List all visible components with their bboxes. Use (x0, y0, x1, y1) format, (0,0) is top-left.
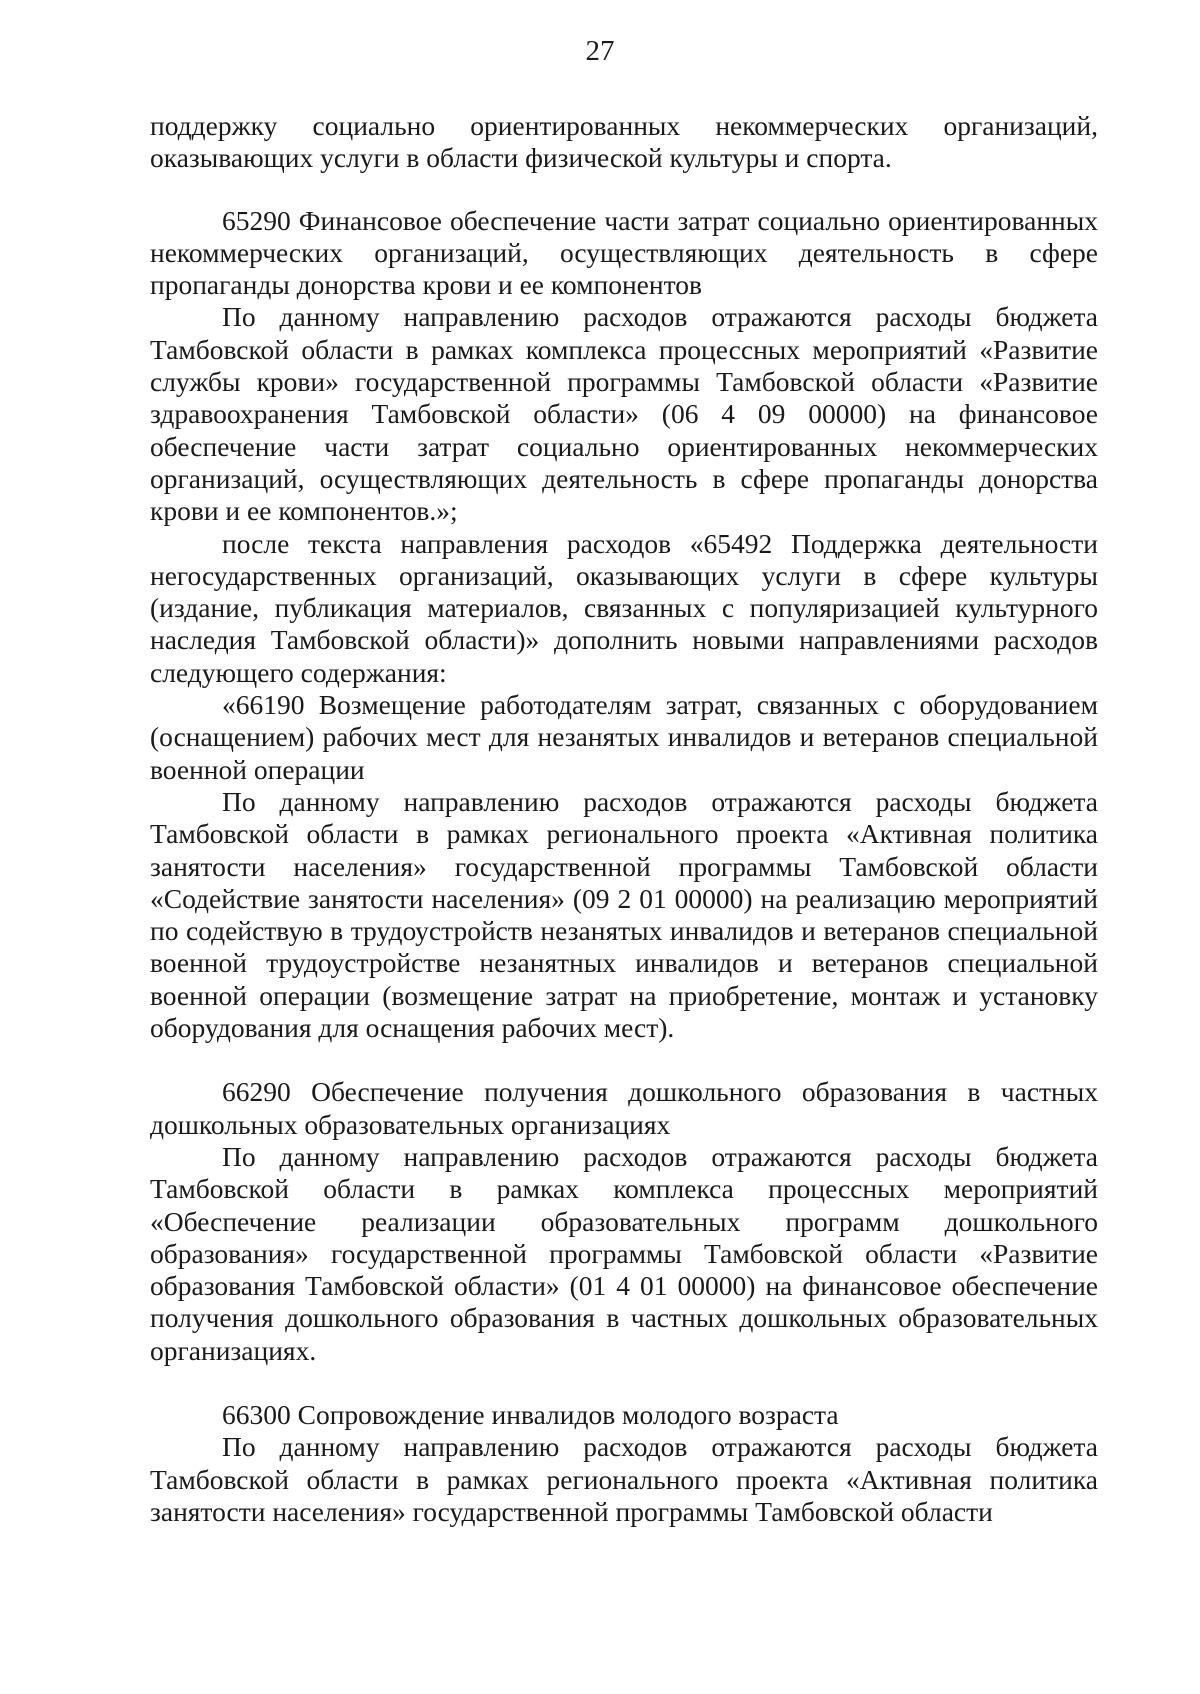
section-heading-65290: 65290 Финансовое обеспечение части затрат социально ориентированных некоммерческих организаций, осуществляющих деятельность в сфере пропаганды донорства крови и ее компонентов (150, 204, 1098, 301)
document-body (150, 110, 1098, 1528)
paragraph-continuation: поддержку социально ориентированных некоммерческих организаций, оказывающих услуги в области физической культуры и спорта. (150, 110, 1098, 174)
section-heading-66190: «66190 Возмещение работодателям затрат, связанных с оборудованием (оснащением) рабочих мест для незанятых инвалидов и ветеранов специальной военной операции (150, 689, 1098, 785)
paragraph-amendment-instruction: после текста направления расходов «65492 Поддержка деятельности негосударственных организаций, оказывающих услуги в сфере культуры (издание, публикация материалов, связанных с популяризацией культурного наследия Тамбовской области)» дополнить новыми направлениями расходов следующего содержания: (150, 527, 1098, 688)
section-heading-66290: 66290 Обеспечение получения дошкольного образования в частных дошкольных образовательных организациях (150, 1076, 1098, 1140)
paragraph-66300-description: По данному направлению расходов отражаются расходы бюджета Тамбовской области в рамках регионального проекта «Активная политика занятости населения» государственной программы Тамбовской области (150, 1431, 1098, 1527)
paragraph-66290-description: По данному направлению расходов отражаются расходы бюджета Тамбовской области в рамках комплекса процессных мероприятий «Обеспечение реализации образовательных программ дошкольного образования» государственной программы Тамбовской области «Развитие образования Тамбовской области» (01 4 01 00000) на финансовое обеспечение получения дошкольного образования в частных дошкольных образовательных организациях. (150, 1140, 1098, 1366)
paragraph-66190-description: По данному направлению расходов отражаются расходы бюджета Тамбовской области в рамках регионального проекта «Активная политика занятости населения» государственной программы Тамбовской области «Содействие занятости населения» (09 2 01 00000) на реализацию мероприятий по содействую в трудоустройств незанятых инвалидов и ветеранов специальной военной трудоустройстве незанятных инвалидов и ветеранов специальной военной операции (возмещение затрат на приобретение, монтаж и установку оборудования для оснащения рабочих мест). (150, 785, 1098, 1044)
paragraph-65290-description: По данному направлению расходов отражаются расходы бюджета Тамбовской области в рамках комплекса процессных мероприятий «Развитие службы крови» государственной программы Тамбовской области «Развитие здравоохранения Тамбовской области» (06 4 09 00000) на финансовое обеспечение части затрат социально ориентированных некоммерческих организаций, осуществляющих деятельность в сфере пропаганды донорства крови и ее компонентов.»; (150, 301, 1098, 527)
section-heading-66300: 66300 Сопровождение инвалидов молодого возраста (222, 1398, 839, 1430)
page-number: 27 (585, 35, 615, 67)
